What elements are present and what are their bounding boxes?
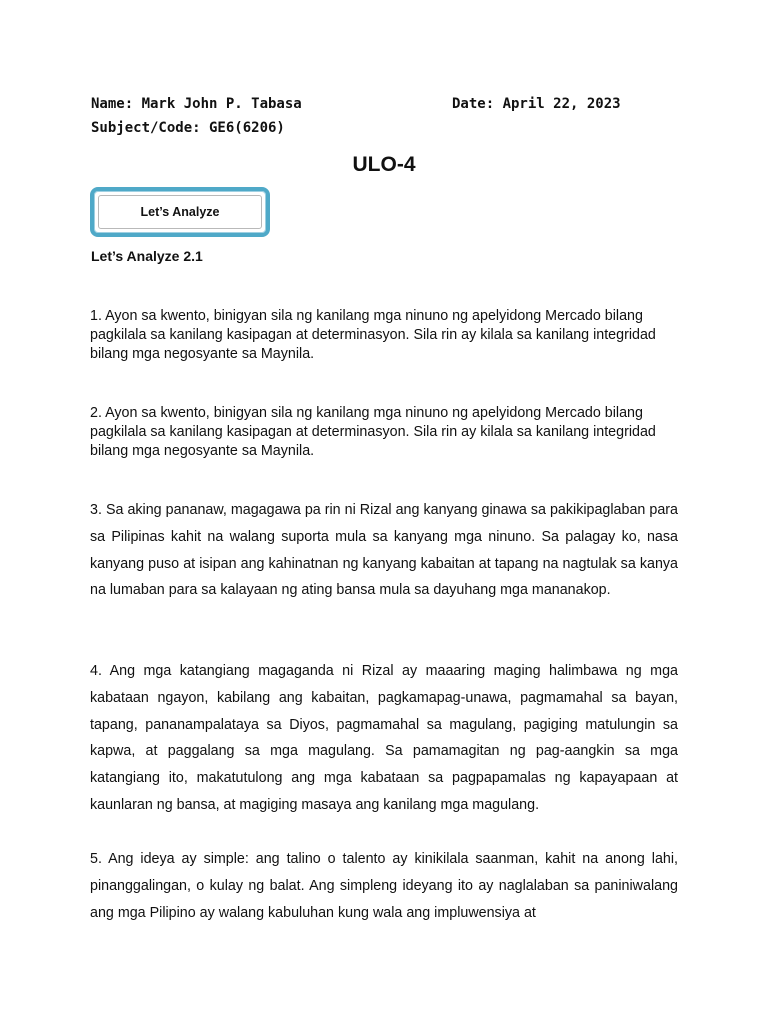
answer-paragraph-1: 1. Ayon sa kwento, binigyan sila ng kanilang mga ninuno ng apelyidong Mercado bilang pagkilala sa kanilang kasipagan at determinasyon. Sila rin ay kilala sa kanilang integridad bilang mga negosyante sa Maynila. (90, 308, 656, 362)
answer-paragraph-2: 2. Ayon sa kwento, binigyan sila ng kanilang mga ninuno ng apelyidong Mercado bilang pagkilala sa kanilang kasipagan at determinasyon. Sila rin ay kilala sa kanilang integridad bilang mga negosyante sa Maynila. (90, 405, 656, 459)
section-title: Let’s Analyze 2.1 (91, 248, 203, 264)
answer-paragraph-3: 3. Sa aking pananaw, magagawa pa rin ni Rizal ang kanyang ginawa sa pakikipaglaban para sa Pilipinas kahit na walang suporta mula sa kanyang mga ninuno. Sa palagay ko, nasa kanyang puso at isipan ang kahinatnan ng kanyang kabaitan at tapang na nagtulak sa kanya na lumaban para sa kalayaan ng ating bansa mula sa dayuhang mga mananakop. (90, 502, 678, 599)
lets-analyze-label: Let’s Analyze (98, 195, 262, 229)
subject-code: Subject/Code: GE6(6206) (91, 120, 285, 136)
student-name: Name: Mark John P. Tabasa (91, 96, 302, 112)
answer-paragraph-5: 5. Ang ideya ay simple: ang talino o talento ay kinikilala saanman, kahit na anong lahi, pinanggalingan, o kulay ng balat. Ang simpleng ideyang ito ay naglalaban sa paniniwalang ang mga Pilipino ay walang kabuluhan kung wala ang impluwensiya at (90, 851, 678, 921)
page-title: ULO-4 (352, 153, 416, 176)
lets-analyze-box (90, 187, 270, 237)
date-line: Date: April 22, 2023 (452, 96, 621, 112)
answer-paragraph-4: 4. Ang mga katangiang magaganda ni Rizal ay maaaring maging halimbawa ng mga kabataan ngayon, kabilang ang kabaitan, pagkamapag-unawa, pagmamahal sa bayan, tapang, pananampalataya sa Diyos, pagmamahal sa magulang, pagiging matulungin sa kapwa, at paggalang sa mga magulang. Sa pamamagitan ng pag-aangkin sa mga katangiang ito, makatutulong ang mga kabataan sa pagpapamalas ng kapayapaan at kaunlaran ng bansa, at magiging masaya ang kanilang mga magulang. (90, 663, 678, 813)
